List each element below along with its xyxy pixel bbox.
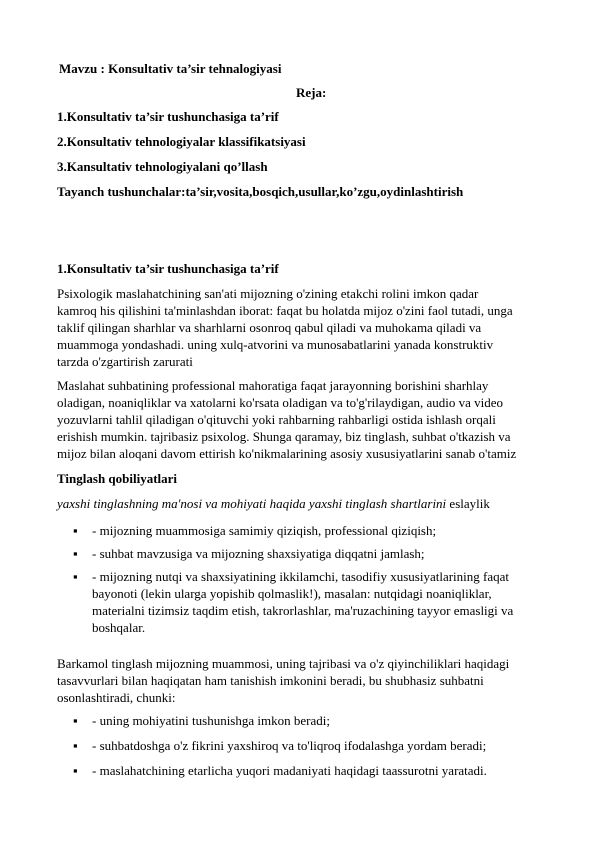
paragraph-3-line: Barkamol tinglash mijozning muammosi, uning tajribasi va o'z qiyinchiliklari haqidagi: [57, 656, 510, 671]
bullet-icon: ▪: [73, 763, 78, 778]
list-item-text: - mijozning nutqi va shaxsiyatining ikkilamchi, tasodifiy xususiyatlarining faqat: [92, 569, 510, 584]
paragraph-2-line: erishish mumkin. tajribasiz psixolog. Shunga qaramay, biz tinglash, suhbat o'tkazish va: [57, 429, 511, 444]
list-item-text: - suhbatdoshga o'z fikrini yaxshiroq va to'liqroq ifodalashga yordam beradi;: [92, 738, 487, 753]
paragraph-1-line: taklif qilingan sharhlar va sharhlarni osonroq qabul qiladi va muhokama qiladi va: [57, 320, 482, 335]
plan-item-3: 3.Kansultativ tehnologiyalani qo’llash: [57, 159, 268, 174]
plan-heading: Reja:: [296, 85, 327, 100]
section1-heading: 1.Konsultativ ta’sir tushunchasiga ta’rif: [57, 261, 279, 276]
paragraph-2-line: mijoz bilan aloqani davom ettirish ko'nikmalarining asosiy xususiyatlarini sanab o'tamiz: [57, 446, 517, 461]
bullet-icon: ▪: [73, 523, 78, 538]
paragraph-1-line: muammoga yondashadi. uning xulq-atvorini va munosabatlarini yanada konstruktiv: [57, 337, 494, 352]
key-concepts: Tayanch tushunchalar:ta’sir,vosita,bosqich,usullar,ko’zgu,oydinlashtirish: [57, 184, 464, 199]
bullet-icon: ▪: [73, 713, 78, 728]
list-item-text: - suhbat mavzusiga va mijozning shaxsiyatiga diqqatni jamlash;: [92, 546, 425, 561]
topic-title: Mavzu : Konsultativ ta’sir tehnalogiyasi: [59, 61, 282, 76]
paragraph-3: [57, 655, 557, 706]
paragraph-3-line: osonlashtiradi, chunki:: [57, 690, 176, 705]
list-item: [57, 737, 557, 754]
list-item-text: - maslahatchining etarlicha yuqori madaniyati haqidagi taassurotni yaratadi.: [92, 763, 487, 778]
list-item-text: materialni tizimsiz taqdim etish, takrorlashlar, ma'ruzachining tayyor emasligi va: [92, 603, 514, 618]
paragraph-1-line: kamroq his qilishini ta'minlashdan iborat: faqat bu holatda mijoz o'zini faol tutadi, unga: [57, 303, 513, 318]
bullet-list-1: [57, 522, 557, 642]
list-item: [57, 545, 557, 562]
paragraph-2: [57, 377, 557, 462]
list-item: [57, 712, 557, 729]
list-item-text: boshqalar.: [92, 620, 146, 635]
paragraph-2-line: yozuvlarni tahlil qiladigan o'qituvchi yoki rahbarning rahbarligi ostida ishlash orqali: [57, 412, 496, 427]
listening-heading: Tinglash qobiliyatlari: [57, 471, 178, 486]
plan-item-2: 2.Konsultativ tehnologiyalar klassifikatsiyasi: [57, 134, 306, 149]
listening-intro-italic: yaxshi tinglashning ma'nosi va mohiyati haqida yaxshi tinglash shartlarini: [57, 496, 447, 511]
list-item-text: - mijozning muammosiga samimiy qiziqish, professional qiziqish;: [92, 523, 437, 538]
list-item-text: - uning mohiyatini tushunishga imkon beradi;: [92, 713, 330, 728]
bullet-icon: ▪: [73, 569, 78, 584]
paragraph-3-line: tasavvurlari bilan haqiqatan ham tanishish imkonini beradi, bu shubhasiz suhbatni: [57, 673, 484, 688]
bullet-icon: ▪: [73, 738, 78, 753]
list-item: [57, 568, 557, 636]
list-item: [57, 762, 557, 779]
paragraph-1: [57, 285, 557, 370]
paragraph-1-line: Psixologik maslahatchining san'ati mijozning o'zining etakchi rolini imkon qadar: [57, 286, 479, 301]
paragraph-1-line: tarzda o'zgartirish zarurati: [57, 354, 193, 369]
paragraph-2-line: Maslahat suhbatining professional mahoratiga faqat jarayonning borishini sharhlay: [57, 378, 489, 393]
plan-item-1: 1.Konsultativ ta’sir tushunchasiga ta’rif: [57, 109, 279, 124]
list-item-text: bayonoti (lekin ularga yopishib qolmaslik!), masalan: nutqidagi noaniqliklar,: [92, 586, 492, 601]
bullet-list-2: [57, 712, 557, 787]
listening-intro: [57, 495, 490, 512]
listening-intro-rest: eslaylik: [446, 496, 490, 511]
list-item: [57, 522, 557, 539]
paragraph-2-line: oladigan, noaniqliklar va xatolarni ko'rsata oladigan va to'g'rilaydigan, audio va video: [57, 395, 504, 410]
bullet-icon: ▪: [73, 546, 78, 561]
